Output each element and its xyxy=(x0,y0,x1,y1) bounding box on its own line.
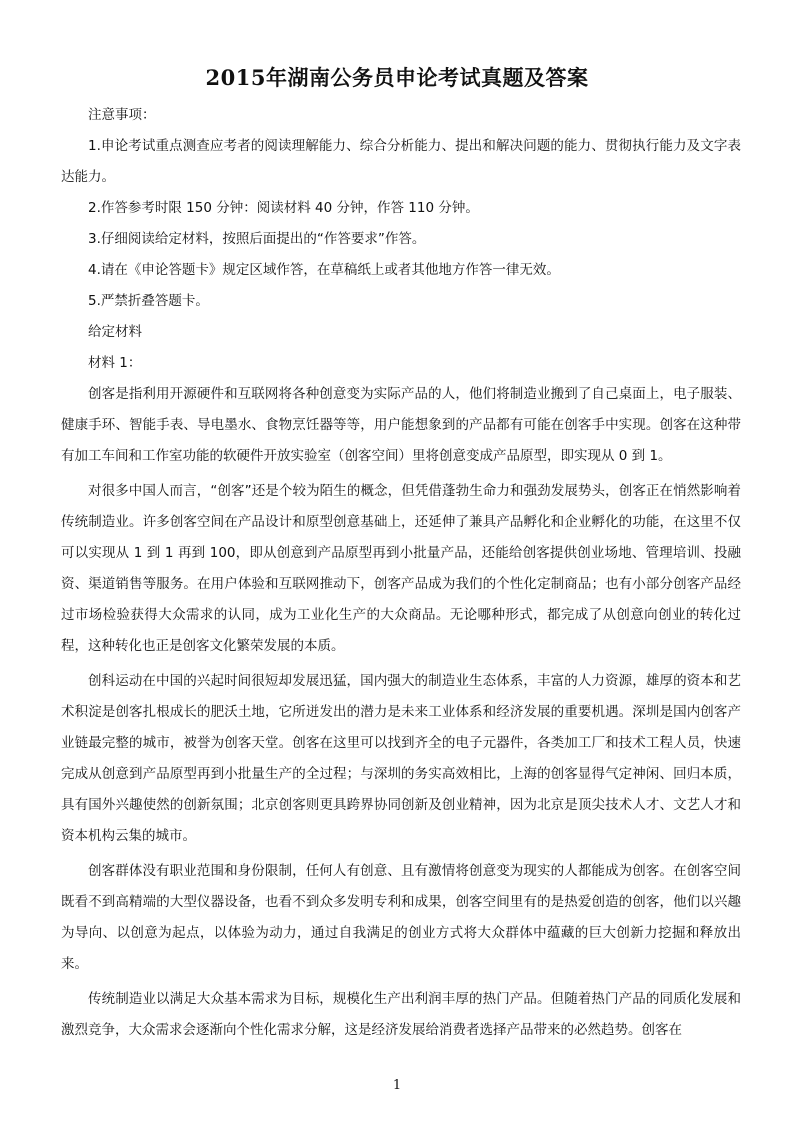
notice-item-3: 3.仔细阅读给定材料，按照后面提出的“作答要求”作答。 xyxy=(88,231,426,247)
notice-heading: 注意事项： xyxy=(88,107,156,123)
notice-item-5: 5.严禁折叠答题卡。 xyxy=(88,293,209,309)
page-number: 1 xyxy=(392,1078,402,1093)
document-body xyxy=(61,100,741,1046)
material-paragraph-1: 创客是指利用开源硬件和互联网将各种创意变为实际产品的人，他们将制造业搬到了自己桌面上，电子服装、健康手环、智能手表、导电墨水、食物烹饪器等等，用户能想象到的产品都有可能在创客手中实现。创客在这种带有加工车间和工作室功能的软硬件开放实验室（创客空间）里将创意变成产品原型，即实现从 0 到 1。 xyxy=(61,386,741,464)
materials-heading: 给定材料 xyxy=(88,324,142,340)
material-1-heading: 材料 1： xyxy=(88,355,142,371)
material-paragraph-2: 对很多中国人而言，“创客”还是个较为陌生的概念，但凭借蓬勃生命力和强劲发展势头，创客正在悄然影响着传统制造业。许多创客空间在产品设计和原型创意基础上，还延伸了兼具产品孵化和企业孵化的功能，在这里不仅可以实现从 1 到 1 再到 100，即从创意到产品原型再到小批量产品，还能给创客提供创业场地、管理培训、投融资、渠道销售等服务。在用户体验和互联网推动下，创客产品成为我们的个性化定制商品；也有小部分创客产品经过市场检验获得大众需求的认同，成为工业化生产的大众商品。无论哪种形式，都完成了从创意向创业的转化过程，这种转化也正是创客文化繁荣发展的本质。 xyxy=(61,483,741,654)
material-paragraph-4: 创客群体没有职业范围和身份限制，任何人有创意、且有激情将创意变为现实的人都能成为创客。在创客空间既看不到高精端的大型仪器设备，也看不到众多发明专利和成果，创客空间里有的是热爱创造的创客，他们以兴趣为导向、以创意为起点，以体验为动力，通过自我满足的创业方式将大众群体中蕴藏的巨大创新力挖掘和释放出来。 xyxy=(61,863,741,972)
notice-item-2: 2.作答参考时限 150 分钟：阅读材料 40 分钟，作答 110 分钟。 xyxy=(88,200,479,216)
notice-item-4: 4.请在《申论答题卡》规定区域作答，在草稿纸上或者其他地方作答一律无效。 xyxy=(88,262,560,278)
material-paragraph-5: 传统制造业以满足大众基本需求为目标，规模化生产出利润丰厚的热门产品。但随着热门产品的同质化发展和激烈竞争，大众需求会逐渐向个性化需求分解，这是经济发展给消费者选择产品带来的必然趋势。创客在 xyxy=(61,991,741,1038)
notice-item-1: 1.申论考试重点测查应考者的阅读理解能力、综合分析能力、提出和解决问题的能力、贯彻执行能力及文字表达能力。 xyxy=(61,138,741,185)
material-paragraph-3: 创科运动在中国的兴起时间很短却发展迅猛，国内强大的制造业生态体系，丰富的人力资源，雄厚的资本和艺术积淀是创客扎根成长的肥沃土地，它所迸发出的潜力是未来工业体系和经济发展的重要机遇。深圳是国内创客产业链最完整的城市，被誉为创客天堂。创客在这里可以找到齐全的电子元器件，各类加工厂和技术工程人员，快速完成从创意到产品原型再到小批量生产的全过程；与深圳的务实高效相比，上海的创客显得气定神闲、回归本质，具有国外兴趣使然的创新氛围；北京创客则更具跨界协同创新及创业精神，因为北京是顶尖技术人才、文艺人才和资本机构云集的城市。 xyxy=(61,673,741,844)
document-title: 2015年湖南公务员申论考试真题及答案 xyxy=(205,65,589,90)
